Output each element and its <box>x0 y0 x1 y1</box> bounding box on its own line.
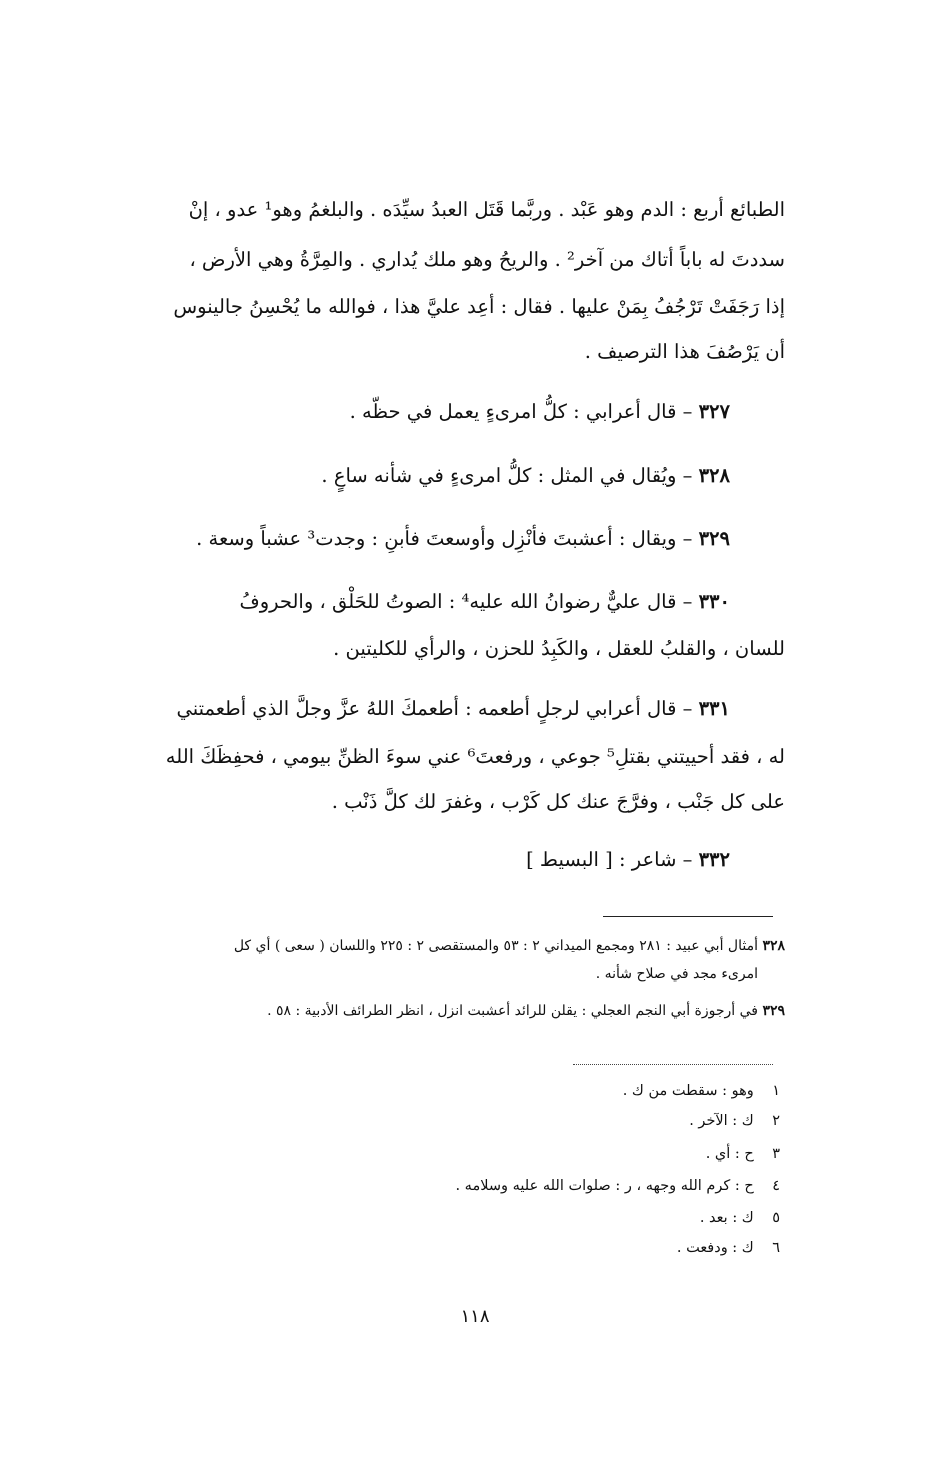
note-text: ح : كرم الله وجهه ، ر : صلوات الله عليه وسلامه . <box>455 1178 754 1194</box>
note-text: ك : ودفعت . <box>676 1240 754 1256</box>
entry-number: ٣٣٢ <box>698 848 730 871</box>
entry-text: شاعر : [ البسيط ] <box>526 848 677 871</box>
entry-dash: – <box>682 400 693 423</box>
footnote-number: ٣٢٩ <box>762 1003 785 1019</box>
note-text: ك : بعد . <box>699 1210 754 1226</box>
note-number: ٦ <box>772 1240 780 1256</box>
entry-text: قال عليٌّ رضوانُ الله عليه⁴ : الصوتُ للحَلْق ، والحروفُ <box>239 590 677 613</box>
variant-note <box>706 1146 780 1162</box>
page-number: ١١٨ <box>460 1306 490 1327</box>
note-number: ٣ <box>772 1146 780 1162</box>
entry-number: ٣٢٧ <box>698 400 730 423</box>
entry-dash: – <box>682 697 693 720</box>
entry-327 <box>350 400 730 423</box>
footnote-number: ٣٢٨ <box>762 938 785 954</box>
footnote-text: في أرجوزة أبي النجم العجلي : يقلن للرائد أعشبت انزل ، انظر الطرائف الأدبية : ٥٨ . <box>267 1003 758 1019</box>
footnote <box>234 938 785 954</box>
note-number: ٥ <box>772 1210 780 1226</box>
entry-331-line: على كل جَنْب ، وفرَّجَ عنك كل كَرْب ، وغفرَ لك كلَّ ذَنْب . <box>331 790 785 813</box>
variant-note <box>677 1240 780 1256</box>
entry-dash: – <box>682 527 693 550</box>
note-number: ٢ <box>772 1113 780 1129</box>
variant-note <box>700 1210 780 1226</box>
footnote <box>267 1003 785 1019</box>
notes-separator <box>573 1064 773 1065</box>
entry-328 <box>321 464 730 487</box>
variant-note <box>623 1083 780 1099</box>
entry-331 <box>103 697 730 720</box>
entry-text: قال أعرابي لرجلٍ أطعمه : أطعمكَ اللهُ عزَّ وجلَّ الذي أطعمتني <box>176 697 677 720</box>
entry-number: ٣٢٨ <box>698 464 730 487</box>
entry-number: ٣٢٩ <box>698 527 730 550</box>
variant-note <box>455 1178 780 1194</box>
footnote-text: أمثال أبي عبيد : ٢٨١ ومجمع الميداني ٢ : ٥٣ والمستقصى ٢ : ٢٢٥ واللسان ( سعى ) أي كل <box>233 938 758 954</box>
entry-dash: – <box>682 590 693 613</box>
entry-dash: – <box>682 464 693 487</box>
note-number: ١ <box>772 1083 780 1099</box>
variant-note <box>689 1113 780 1129</box>
entry-number: ٣٣١ <box>698 697 730 720</box>
body-line: الطبائع أربع : الدم وهو عَبْد . وربَّما قَتَل العبدُ سيِّدَه . والبلغمُ وهو¹ عدو ، إنْ <box>188 198 785 221</box>
entry-331-line: له ، فقد أحييتني بقتلِ⁵ جوعي ، ورفعتَ⁶ عني سوءَ الظنِّ بيومي ، فحفِظَكَ الله <box>165 745 785 768</box>
footnote-rule <box>603 916 773 917</box>
entry-text: ويقال : أعشبتَ فأنْزِل وأوسعتَ فأبنِ : وجدت³ عشباً وسعة . <box>196 527 677 550</box>
body-line: أن يَرْصُفَ هذا الترصيف . <box>584 340 785 363</box>
entry-329 <box>196 527 730 550</box>
entry-330 <box>103 590 730 613</box>
entry-text: ويُقال في المثل : كلُّ امرىءٍ في شأنه ساعٍ . <box>321 464 677 487</box>
note-text: ك : الآخر . <box>689 1113 754 1129</box>
footnote-cont: امرىء مجد في صلاح شأنه . <box>595 966 758 982</box>
body-line: سددتَ له باباً أتاك من آخر² . والريحُ وهو ملك يُداري . والمِرَّةُ وهي الأرض ، <box>189 248 785 271</box>
entry-330-line: للسان ، والقلبُ للعقل ، والكَبِدُ للحزن ، والرأي للكليتين . <box>333 637 785 660</box>
entry-332 <box>526 848 730 871</box>
note-text: وهو : سقطت من ك . <box>622 1083 754 1099</box>
note-text: ح : أي . <box>705 1146 754 1162</box>
entry-text: قال أعرابي : كلُّ امرىءٍ يعمل في حظّه . <box>349 400 677 423</box>
note-number: ٤ <box>772 1178 780 1194</box>
entry-number: ٣٣٠ <box>698 590 730 613</box>
entry-dash: – <box>682 848 693 871</box>
body-line: إذا رَجَفَتْ تَرْجُفُ بِمَنْ عليها . فقال : أعِد عليَّ هذا ، فوالله ما يُحْسِنُ جالينوس <box>173 295 785 318</box>
